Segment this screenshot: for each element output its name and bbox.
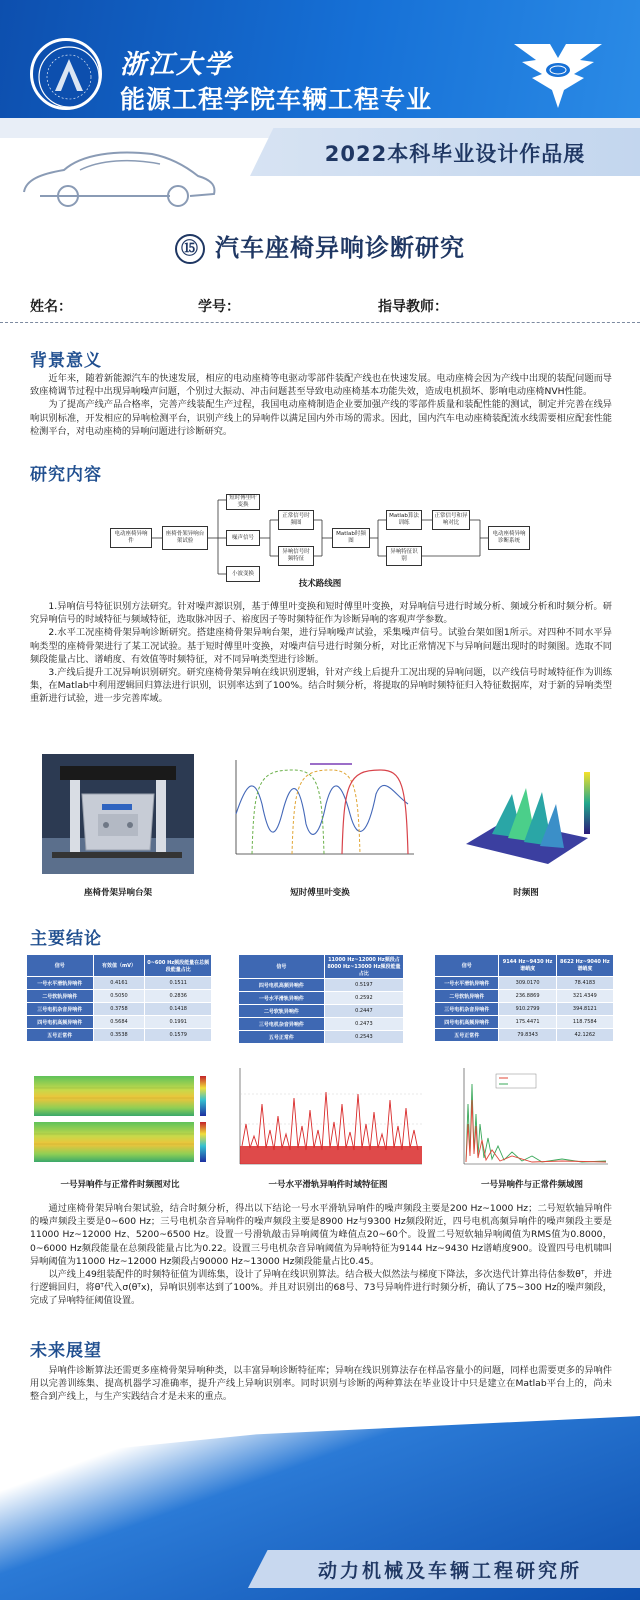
- table-cell: 三号电机杂音异响件: [239, 1018, 325, 1031]
- paragraph: 以产线上49组装配件的时频特征值为训练集，设计了异响在线识别算法。结合极大似然法与梯度下降法，多次迭代计算出待估参数θᵀ，并进行逻辑回归，将θᵀ代入σ(θᵀx)，异响识别率达到了100%。并且对识别出的68号、73号异响件进行时频分析，确认了75~300 Hz的噪声频段，完成了异响特征阈值设置。: [30, 1269, 612, 1307]
- table-row: [27, 1016, 212, 1029]
- flow-box: 异响特征识别: [386, 546, 422, 566]
- figure-caption: 一号水平滑轨异响件时域特征图: [268, 1180, 388, 1190]
- table-row: [435, 990, 614, 1003]
- table-cell: 309.0170: [499, 977, 556, 990]
- conclusions-text: [30, 1202, 612, 1308]
- table-cell: 五号正常件: [435, 1029, 499, 1042]
- flow-box: 座椅骨架异响台架试验: [162, 526, 208, 550]
- table-row: [27, 1029, 212, 1042]
- table-cell: 五号正常件: [239, 1031, 325, 1044]
- table-cell: 175.4471: [499, 1016, 556, 1029]
- section-heading-background: 背景意义: [30, 351, 102, 371]
- table-header: 9144 Hz~9430 Hz谱峭度: [499, 955, 556, 977]
- figure-caption: 时频图: [513, 888, 539, 898]
- table-cell: 394.8121: [556, 1003, 613, 1016]
- table-cell: 四号电机高频异响件: [27, 1016, 94, 1029]
- table-row: [27, 1003, 212, 1016]
- flow-box: 短时傅里叶变换: [226, 494, 260, 510]
- exhibition-title: 2022本科毕业设计作品展: [324, 142, 586, 166]
- department-name: 能源工程学院车辆工程专业: [120, 85, 433, 114]
- paragraph: 通过座椅骨架异响台架试验，结合时频分析，得出以下结论一号水平滑轨异响件的噪声频段主要是200 Hz~1000 Hz；二号短软轴异响件的噪声频段主要是0~600 Hz；三号电机杂音异响件的噪声频段主要是8900 Hz与9300 Hz频段附近，四号电机高频异响件的噪声频段主要是11000 Hz~12000 Hz、5200~6500 Hz。设置一号滑轨敲击异响阈值为峰值点20~60个。设置二号短软轴异响阈值为RMS值为0.8000，0~6000 Hz频段能量在总频段能量占比为0.22。设置三号电机杂音异响阈值为异响特征为9144 Hz~9430 Hz谱峭度900。设置四号电机啸叫异响阈值为11000 Hz~12000 Hz频段占90000 Hz~13000 Hz频段能量占比0.45。: [30, 1203, 612, 1267]
- figure-caption: 一号异响件与正常件频域图: [480, 1180, 583, 1190]
- stft-window-plot: [222, 754, 418, 874]
- table-cell: 一号水平滑轨异响件: [27, 977, 94, 990]
- paragraph: 为了提高产线产品合格率，完善产线装配生产过程，我国电动座椅制造企业要加强产线的零部件质量和装配性能的测试，制定并完善在线异响识别标准，开发相应的异响检测平台，识别产线上的异响件以满足国内外市场的需求。因此，国内汽车电动座椅装配流水线需要相应配套性能检测平台，对电动座椅的异响问题进行诊断研究。: [30, 399, 612, 437]
- conclusion-table-1: [26, 954, 212, 1042]
- table-cell: 0.5684: [93, 1016, 145, 1029]
- flow-box: 电动座椅异响件: [110, 528, 152, 548]
- divider-line: [0, 322, 640, 323]
- table-cell: 四号电机高频异响件: [435, 1016, 499, 1029]
- institute-name: 动力机械及车辆工程研究所: [317, 1560, 582, 1582]
- time-domain-plot: [230, 1064, 426, 1172]
- figure-caption: 一号异响件与正常件时频图对比: [60, 1180, 180, 1190]
- name-label: 姓名：: [30, 299, 72, 315]
- table-cell: 0.2543: [324, 1031, 403, 1044]
- table-cell: 910.2799: [499, 1003, 556, 1016]
- table-row: [239, 1018, 404, 1031]
- flow-box: 正常信号和异响对比: [432, 510, 470, 530]
- paragraph: 1.异响信号特征识别方法研究。针对噪声源识别，基于傅里叶变换和短时傅里叶变换，对异响信号进行时域分析、频域分析和时频分析。研究异响信号的时域特征与频域特征，选取脉冲因子、裕度因子等时频特征作为诊断异响的客观声学参数。: [30, 601, 612, 626]
- zju-emblem-icon: [30, 38, 102, 110]
- flow-box: 电动座椅异响诊断系统: [488, 526, 530, 550]
- table-cell: 0.2447: [324, 1005, 403, 1018]
- table-cell: 0.5197: [324, 979, 403, 992]
- flow-caption: 技术路线图: [298, 579, 342, 589]
- table-cell: 42.1262: [556, 1029, 613, 1042]
- table-cell: 三号电机杂音异响件: [435, 1003, 499, 1016]
- table-cell: 五号正常件: [27, 1029, 94, 1042]
- test-bench-photo: [42, 754, 194, 874]
- paragraph: 3.产线后提升工况异响识别研究。研究座椅骨架异响在线识别逻辑，针对产线上后提升工况出现的异响问题，以产线信号时域特征作为训练集，在Matlab中利用逻辑回归算法进行识别，识别率达到了100%。结合时频分析，将提取的异响时频特征归入特征数据库，对于新的异响类型重新进行试验，进一步完善库域。: [30, 667, 612, 705]
- car-outline-icon: [20, 140, 220, 210]
- table-header: 11000 Hz~12000 Hz频段占8000 Hz~13000 Hz频段能量占比: [324, 955, 403, 979]
- flow-box: Matlab时频图: [332, 528, 370, 548]
- section-heading-conclusions: 主要结论: [30, 929, 102, 949]
- table-cell: 0.2592: [324, 992, 403, 1005]
- table-row: [239, 1031, 404, 1044]
- table-header: 信号: [435, 955, 499, 977]
- flow-box: 异响信号时频特征: [278, 546, 314, 566]
- table-cell: 321.4349: [556, 990, 613, 1003]
- student-info-row: [30, 296, 610, 318]
- table-header: 信号: [27, 955, 94, 977]
- student-id-label: 学号：: [198, 299, 240, 315]
- table-row: [435, 1003, 614, 1016]
- conclusion-table-3: [434, 954, 614, 1042]
- poster-header: [0, 0, 640, 220]
- table-row: [27, 977, 212, 990]
- flow-box: 正常信号时频图: [278, 510, 314, 530]
- spectrogram-comparison-plot: [26, 1070, 214, 1168]
- table-row: [239, 992, 404, 1005]
- table-cell: 0.3758: [93, 1003, 145, 1016]
- table-row: [435, 1016, 614, 1029]
- project-number: ⑮: [175, 234, 205, 264]
- time-frequency-3d-plot: [452, 754, 600, 874]
- table-cell: 四号电机高频异响件: [239, 979, 325, 992]
- table-cell: 二号软轨异响件: [27, 990, 94, 1003]
- university-name: 浙江大学: [120, 50, 233, 80]
- table-cell: 0.2473: [324, 1018, 403, 1031]
- table-cell: 0.3538: [93, 1029, 145, 1042]
- table-cell: 0.1579: [145, 1029, 212, 1042]
- section-heading-research: 研究内容: [30, 465, 102, 485]
- table-cell: 118.7584: [556, 1016, 613, 1029]
- table-header: 0~600 Hz频段能量在总频段能量占比: [145, 955, 212, 977]
- frequency-domain-plot: [452, 1064, 612, 1172]
- advisor-label: 指导教师：: [378, 299, 448, 315]
- table-row: [435, 977, 614, 990]
- paragraph: 异响件诊断算法还需更多座椅骨架异响种类，以丰富异响诊断特征库；异响在线识别算法存在样品容量小的问题，同样也需要更多的异响件用以完善训练集、提高机器学习准确率，提升产线上异响识别率。同时识别与诊断的两种算法在毕业设计中只是建立在Matlab平台上的，尚未整合到产线上，与生产实践结合才是未来的重点。: [30, 1365, 612, 1403]
- outlook-text: [30, 1364, 612, 1404]
- table-header: 8622 Hz~9040 Hz谱峭度: [556, 955, 613, 977]
- table-cell: 三号电机杂音异响件: [27, 1003, 94, 1016]
- table-header: 信号: [239, 955, 325, 979]
- table-row: [239, 1005, 404, 1018]
- table-cell: 0.1511: [145, 977, 212, 990]
- table-cell: 0.1991: [145, 1016, 212, 1029]
- table-cell: 0.1418: [145, 1003, 212, 1016]
- background-text: [30, 372, 612, 438]
- table-row: [239, 979, 404, 992]
- table-cell: 79.8343: [499, 1029, 556, 1042]
- table-cell: 0.5050: [93, 990, 145, 1003]
- paragraph: 近年来，随着新能源汽车的快速发展，相应的电动座椅等电驱动零部件装配产线也在快速发展。电动座椅会因为产线中出现的装配问题而导致座椅调节过程中出现异响噪声问题，个别过大振动、冲击问题甚至导致电动座椅基本功能失效，造成电机损坏、影响电动座椅NVH性能。: [30, 373, 612, 398]
- table-row: [27, 990, 212, 1003]
- research-text: [30, 600, 612, 706]
- figure-caption: 短时傅里叶变换: [290, 888, 350, 898]
- table-cell: 236.8869: [499, 990, 556, 1003]
- paragraph: 2.水平工况座椅骨架异响诊断研究。搭建座椅骨架异响台架，进行异响噪声试验，采集噪声信号。试验台架如图1所示。对四种不同水平异响类型的座椅骨架进行了某工况试验。基于短时傅里叶变换，对噪声信号进行时频分析，对比正常情况下与异响问题出现时的时频图。选取不同频段能量占比、谱峭度、有效值等时频特征，对不同异响类型进行诊断。: [30, 627, 612, 665]
- table-row: [435, 1029, 614, 1042]
- conclusion-table-2: [238, 954, 404, 1044]
- table-cell: 0.4161: [93, 977, 145, 990]
- table-cell: 0.2836: [145, 990, 212, 1003]
- section-heading-outlook: 未来展望: [30, 1341, 102, 1361]
- table-cell: 一号水平滑轨异响件: [435, 977, 499, 990]
- table-cell: 二号软轨异响件: [239, 1005, 325, 1018]
- table-header: 有效值（mV）: [93, 955, 145, 977]
- institute-wing-logo-icon: [510, 36, 606, 114]
- table-cell: 一号水平滑轨异响件: [239, 992, 325, 1005]
- project-title-text: 汽车座椅异响诊断研究: [215, 234, 465, 262]
- table-cell: 78.4183: [556, 977, 613, 990]
- technical-route-diagram: [110, 494, 530, 586]
- table-cell: 二号软轨异响件: [435, 990, 499, 1003]
- project-title: [0, 228, 640, 264]
- figure-caption: 座椅骨架异响台架: [83, 888, 152, 898]
- flow-box: Matlab算法训练: [386, 510, 422, 530]
- flow-box: 噪声信号: [226, 530, 260, 546]
- flow-box: 小波变换: [226, 566, 260, 582]
